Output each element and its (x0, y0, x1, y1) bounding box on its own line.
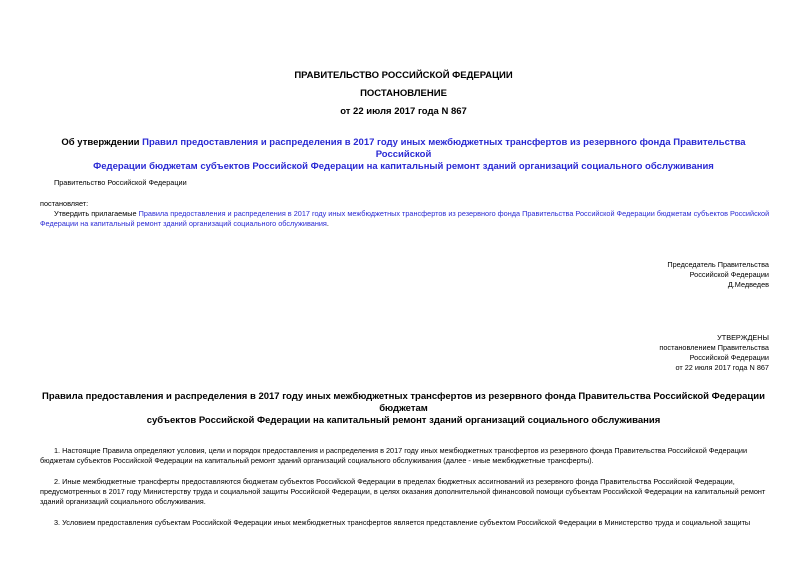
rules-title-line-1: Правила предоставления и распределения в 2017 году иных межбюджетных трансфертов из резервного фонда Правительства Российской Федерации бюджетам (42, 391, 765, 414)
paragraph-1 (40, 446, 768, 466)
signature-name: Д.Медведев (727, 280, 769, 289)
document-date-number: от 22 июля 2017 года N 867 (340, 106, 467, 117)
approve-rules-link[interactable]: Правила предоставления и распределения в 2017 году иных межбюджетных трансфертов из резервного фонда Правительства Российской Федерации бюджетам субъектов Российской (138, 209, 770, 218)
signature-block (667, 260, 769, 290)
approved-heading: УТВЕРЖДЕНЫ (717, 333, 769, 342)
approve-suffix: . (326, 219, 329, 228)
paragraph-2 (40, 477, 768, 507)
approve-prefix: Утвердить прилагаемые (54, 209, 139, 218)
paragraph-3 (40, 518, 768, 528)
title-rules-link-continued[interactable]: Федерации бюджетам субъектов Российской Федерации на капитальный ремонт зданий организаций социального обслуживания (93, 161, 714, 172)
signature-position: Председатель Правительства (667, 260, 769, 269)
approve-rules-link-continued[interactable]: Федерации на капитальный ремонт зданий организаций социального обслуживания (40, 219, 327, 228)
paragraph-1-line-2: бюджетам субъектов Российской Федерации на капитальный ремонт зданий организаций социального обслуживания (далее - иные межбюджетные трансферты). (40, 456, 594, 465)
paragraph-2-line-2: предусмотренных в 2017 году Министерству труда и социальной защиты Российской Федерации, в целях оказания дополнительной финансовой помощи субъектам Российской Федерации на капитальный ремонт (40, 487, 766, 496)
approved-by: постановлением Правительства (659, 343, 769, 352)
approved-date-number: от 22 июля 2017 года N 867 (675, 363, 769, 372)
rules-title-line-2: субъектов Российской Федерации на капитальный ремонт зданий организаций социального обслуживания (146, 415, 661, 426)
approve-paragraph (40, 209, 770, 229)
approved-country: Российской Федерации (689, 353, 769, 362)
document-type: ПОСТАНОВЛЕНИЕ (360, 88, 447, 99)
approved-block (659, 333, 769, 373)
paragraph-2-line-1: 2. Иные межбюджетные трансферты предоставляются бюджетам субъектов Российской Федерации в пределах бюджетных ассигнований из резервного фонда Правительства Российской Федерации, (54, 477, 735, 486)
signature-country: Российской Федерации (689, 270, 769, 279)
paragraph-1-line-1: 1. Настоящие Правила определяют условия, цели и порядок предоставления и распределения в 2017 году иных межбюджетных трансфертов из резервного фонда Правительства Российской Федерации (54, 446, 748, 455)
title-rules-link[interactable]: Правил предоставления и распределения в 2017 году иных межбюджетных трансфертов из резервного фонда Правительства Российской (142, 137, 746, 160)
rules-title (30, 391, 777, 427)
paragraph-2-line-3: зданий организаций социального обслуживания. (40, 497, 206, 506)
title-prefix: Об утверждении (61, 137, 143, 148)
decides-text: постановляет: (40, 199, 89, 208)
government-heading: ПРАВИТЕЛЬСТВО РОССИЙСКОЙ ФЕДЕРАЦИИ (294, 70, 513, 81)
title-line-1 (40, 137, 767, 161)
document-title (40, 137, 767, 173)
paragraph-3-line-1: 3. Условием предоставления субъектам Российской Федерации иных межбюджетных трансфертов является представление субъектом Российской Федерации в Министерство труда и социальной защиты (54, 518, 751, 527)
issuer-text: Правительство Российской Федерации (54, 178, 187, 187)
